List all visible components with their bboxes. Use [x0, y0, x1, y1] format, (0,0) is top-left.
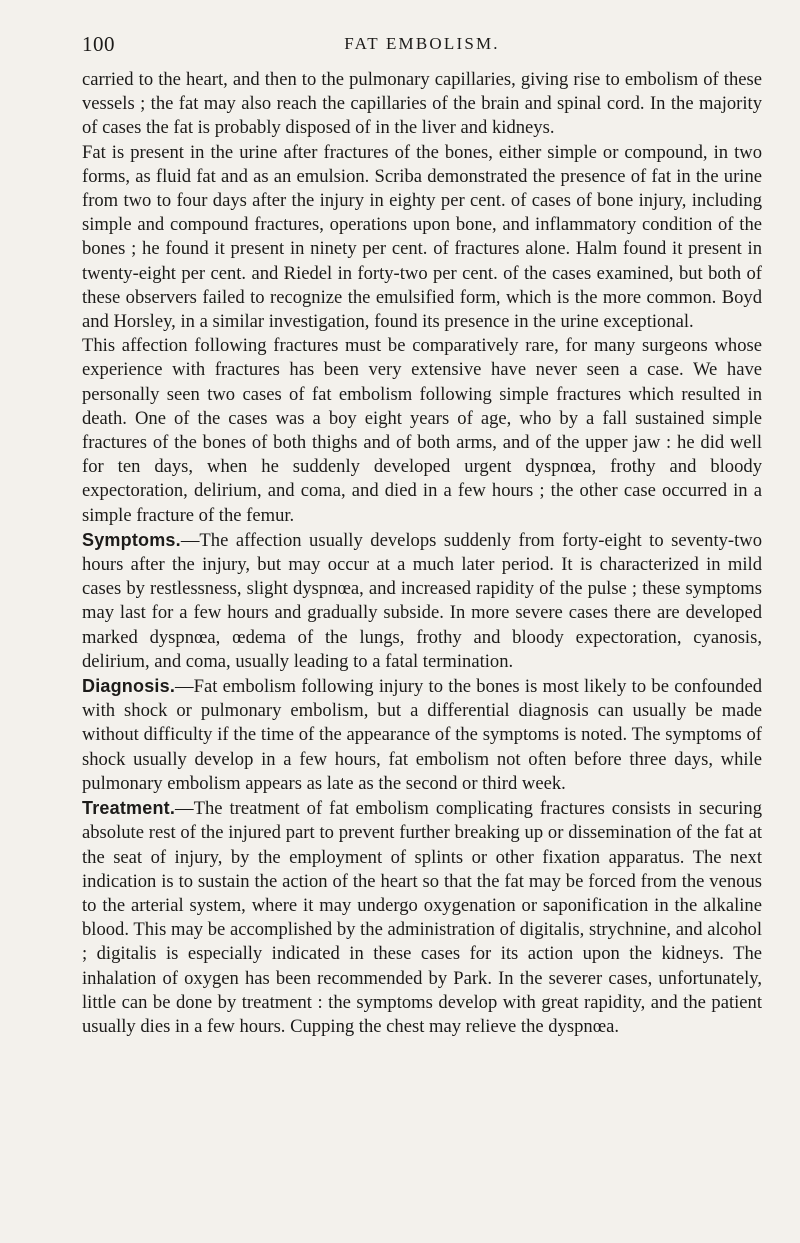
paragraph-text: —The affection usually develops suddenly from forty-eight to seventy-two hours after the injury, but may occur at a much later period. It is characterized in mild cases by restlessness, slight dyspnœa, and increased rapidity of the pulse ; these symptoms may last for a few hours and gradually subside. In more severe cases there are developed marked dyspnœa, œdema of the lungs, frothy and bloody expectoration, cyanosis, delirium, and coma, usually leading to a fatal termination.	[82, 529, 762, 672]
paragraph-diagnosis	[82, 674, 762, 796]
paragraph-text: carried to the heart, and then to the pulmonary capillaries, giving rise to embolism of these vessels ; the fat may also reach the capillaries of the brain and spinal cord. In the majority of cases the fat is probably disposed of in the liver and kidneys.	[82, 69, 762, 139]
section-heading-diagnosis: Diagnosis.	[82, 676, 176, 697]
paragraph-text: Fat is present in the urine after fractures of the bones, either simple or compound, in two forms, as fluid fat and as an emulsion. Scriba demonstrated the presence of fat in the urine from two to four days after the injury in eighty per cent. of cases of bone injury, including simple and compound fractures, operations upon bone, and inflammatory condition of the bones ; he found it present in ninety per cent. of fractures alone. Halm found it present in twenty-eight per cent. and Riedel in forty-two per cent. of the cases examined, but both of these observers failed to recognize the emulsified form, which is the more common. Boyd and Horsley, in a similar investigation, found its presence in the urine exceptional.	[82, 141, 762, 333]
body-text	[82, 68, 762, 1039]
paragraph-text: This affection following fractures must be comparatively rare, for many surgeons whose experience with fractures has been very extensive have never seen a case. We have personally seen two cases of fat embolism following simple fractures which resulted in death. One of the cases was a boy eight years of age, who by a fall sustained simple fractures of the bones of both thighs and of both arms, and of the upper jaw : he did well for ten days, when he suddenly developed urgent dyspnœa, frothy and bloody expectoration, delirium, and coma, and died in a few hours ; the other case occurred in a simple fracture of the femur.	[82, 335, 762, 526]
paragraph-treatment	[82, 796, 762, 1039]
paragraph-symptoms	[82, 528, 762, 674]
paragraph-text: —Fat embolism following injury to the bones is most likely to be confounded with shock or pulmonary embolism, but a differential diagnosis can usually be made without difficulty if the time of the appearance of the symptoms is noted. The symptoms of shock usually develop in a few hours, fat embolism not often before three days, while pulmonary embolism appears as late as the second or third week.	[82, 676, 762, 794]
section-heading-treatment: Treatment.	[82, 798, 176, 819]
paragraph-rarity-cases	[82, 334, 762, 528]
paragraph-text: —The treatment of fat embolism complicating fractures consists in securing absolute rest of the injured part to prevent further breaking up or dissemination of the fat at the seat of injury, by the employment of splints or other fixation apparatus. The next indication is to sustain the action of the heart so that the fat may be forced from the venous to the arterial system, where it may undergo oxygenation or saponification in the alkaline blood. This may be accomplished by the administration of digitalis, strychnine, and alcohol ; digitalis is especially indicated in these cases for its action upon the kidneys. The inhalation of oxygen has been recommended by Park. In the severer cases, unfortunately, little can be done by treatment : the symptoms develop with great rapidity, and the patient usually dies in a few hours. Cupping the chest may relieve the dyspnœa.	[82, 798, 762, 1037]
section-heading-symptoms: Symptoms.	[82, 529, 181, 550]
paragraph-fat-in-urine	[82, 141, 762, 335]
running-title: FAT EMBOLISM.	[344, 34, 500, 53]
paragraph-fat-distribution	[82, 68, 762, 141]
running-head	[82, 30, 762, 64]
page-number: 100	[82, 32, 115, 56]
